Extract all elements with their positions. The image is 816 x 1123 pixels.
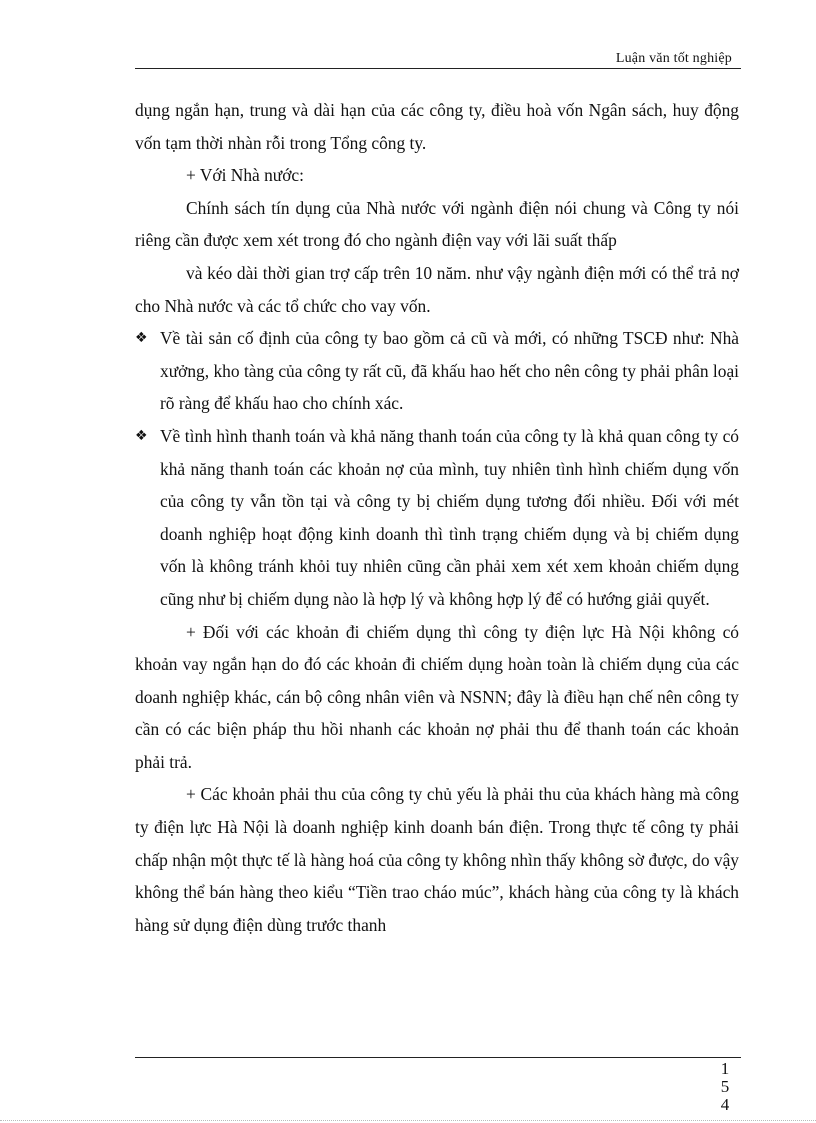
header-divider xyxy=(135,68,741,69)
document-body xyxy=(135,94,739,941)
page-edge-dotted-line xyxy=(0,1120,816,1121)
bullet-item xyxy=(135,420,739,616)
paragraph: + Đối với các khoản đi chiếm dụng thì công ty điện lực Hà Nội không có khoản vay ngắn hạn do đó các khoản đi chiếm dụng hoàn toàn là chiếm dụng của các doanh nghiệp khác, cán bộ công nhân viên và NSNN; đây là điều hạn chế nên công ty cần có các biện pháp thu hồi nhanh các khoản nợ phải thu để thanh toán các khoản phải trả. xyxy=(135,621,739,772)
paragraph: + Với Nhà nước: xyxy=(186,165,304,186)
paragraph: Chính sách tín dụng của Nhà nước với ngành điện nói chung và Công ty nói riêng cần được xem xét trong đó cho ngành điện vay với lãi suất thấp xyxy=(135,197,739,251)
footer-divider xyxy=(135,1057,741,1058)
bullet-text: Về tình hình thanh toán và khả năng thanh toán của công ty là khả quan công ty có khả năng thanh toán các khoản nợ của mình, tuy nhiên tình hình chiếm dụng vốn của công ty vẫn tồn tại và công ty bị chiếm dụng tương đối nhiều. Đối với mét doanh nghiệp hoạt động kinh doanh thì tình trạng chiếm dụng và bị chiếm dụng vốn là không tránh khỏi tuy nhiên cũng cần phải xem xét xem khoản chiếm dụng cũng như bị chiếm dụng nào là hợp lý và không hợp lý để có hướng giải quyết. xyxy=(160,425,739,609)
diamond-bullet-icon: ❖ xyxy=(135,330,148,347)
header-title: Luận văn tốt nghiệp xyxy=(615,51,732,66)
bullet-text: Về tài sản cố định của công ty bao gồm cả cũ và mới, có những TSCĐ như: Nhà xưởng, kho tàng của công ty rất cũ, đã khấu hao hết cho nên công ty phải phân loại rõ ràng để khấu hao cho chính xác. xyxy=(160,328,739,414)
paragraph: và kéo dài thời gian trợ cấp trên 10 năm. như vậy ngành điện mới có thể trả nợ cho Nhà nước và các tổ chức cho vay vốn. xyxy=(135,262,739,316)
paragraph: + Các khoản phải thu của công ty chủ yếu là phải thu của khách hàng mà công ty điện lực Hà Nội là doanh nghiệp kinh doanh bán điện. Trong thực tế công ty phải chấp nhận một thực tế là hàng hoá của công ty không nhìn thấy không sờ được, do vậy không thể bán hàng theo kiểu “Tiền trao cháo múc”, khách hàng của công ty là khách hàng sử dụng điện dùng trước thanh xyxy=(135,784,739,935)
page-number: 154 xyxy=(720,1059,730,1114)
paragraph: dụng ngắn hạn, trung và dài hạn của các công ty, điều hoà vốn Ngân sách, huy động vốn tạm thời nhàn rỗi trong Tổng công ty. xyxy=(135,100,739,153)
bullet-item xyxy=(135,322,739,420)
diamond-bullet-icon: ❖ xyxy=(135,427,148,444)
